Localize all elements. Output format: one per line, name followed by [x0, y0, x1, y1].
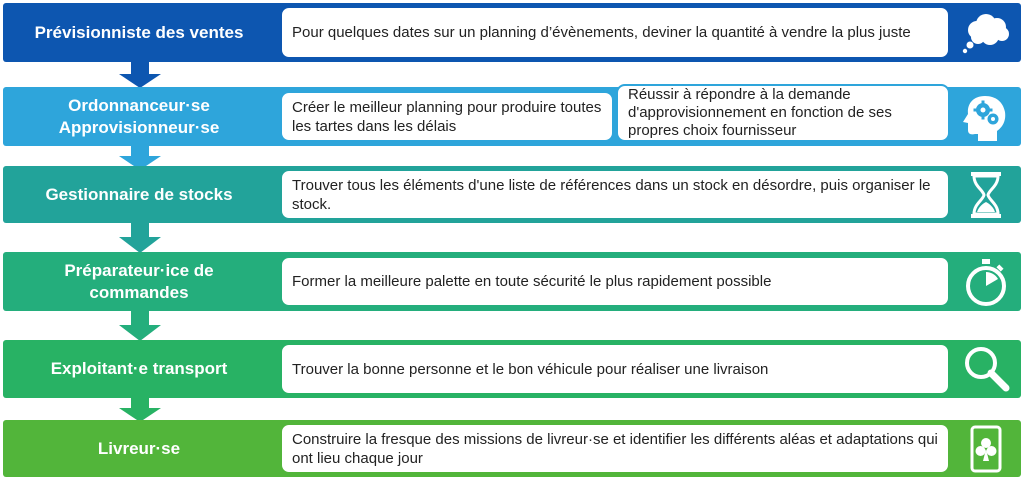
- row-delivery-driver: [3, 420, 1021, 477]
- down-arrow-icon: [119, 62, 161, 88]
- task-box: Construire la fresque des missions de livreur·se et identifier les différents aléas et adaptations qui ont lieu chaque jour: [280, 423, 950, 474]
- role-label: Exploitant·e transport: [50, 359, 228, 378]
- role-label: Gestionnaire de stocks: [45, 184, 233, 204]
- head-gears-icon: [959, 90, 1013, 144]
- task-box: Trouver la bonne personne et le bon véhicule pour réaliser une livraison: [280, 343, 950, 395]
- task-box: Former la meilleure palette en toute sécurité le plus rapidement possible: [280, 256, 950, 307]
- task-box: Pour quelques dates sur un planning d’évènements, deviner la quantité à vendre la plus juste: [280, 6, 950, 59]
- task-box: Trouver tous les éléments d'une liste de références dans un stock en désordre, puis organiser le stock.: [280, 169, 950, 220]
- down-arrow-icon: [119, 311, 161, 341]
- down-arrow-icon: [119, 223, 161, 253]
- role-label: Prévisionniste des ventes: [34, 22, 244, 42]
- magnifier-icon: [959, 342, 1013, 396]
- task-box: Créer le meilleur planning pour produire toutes les tartes dans les délais: [280, 91, 614, 142]
- task-box: Réussir à répondre à la demande d'approvisionnement en fonction de ses propres choix fournisseur: [616, 84, 950, 142]
- role-label: Livreur·se: [97, 438, 181, 458]
- role-label: Ordonnanceur·se Approvisionneur·se: [58, 95, 220, 137]
- hourglass-icon: [959, 168, 1013, 222]
- row-forecaster: [3, 3, 1021, 62]
- row-scheduler: [3, 87, 1021, 146]
- playing-card-club-icon: [959, 422, 1013, 476]
- stopwatch-icon: [959, 255, 1013, 309]
- thought-bubble-icon: [959, 6, 1013, 60]
- role-label: Préparateur·ice de commandes: [64, 260, 214, 302]
- down-arrow-icon: [119, 398, 161, 422]
- row-transport-operator: [3, 340, 1021, 398]
- row-stock-manager: [3, 166, 1021, 223]
- row-order-picker: [3, 252, 1021, 311]
